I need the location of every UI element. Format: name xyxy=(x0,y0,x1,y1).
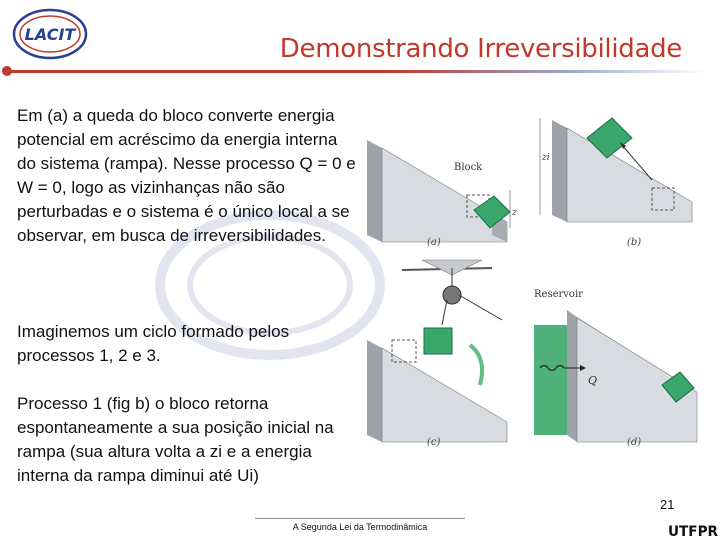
label-panel-c: (c) xyxy=(427,437,441,448)
paragraph-3: Processo 1 (fig b) o bloco retorna espontaneamente a sua posição inicial na rampa (sua altura volta a zi e a energia interna da rampa diminui até Ui) xyxy=(17,394,334,485)
label-z: z xyxy=(512,208,517,218)
paragraph-2: Imaginemos um ciclo formado pelos processos 1, 2 e 3. xyxy=(17,322,290,365)
slide-title: Demonstrando Irreversibilidade xyxy=(279,34,682,64)
utfpr-logo xyxy=(666,520,720,540)
utfpr-logo-text: UTFPR xyxy=(668,524,719,540)
label-zi: zi xyxy=(542,153,550,163)
lacit-logo xyxy=(10,6,90,62)
label-panel-a: (a) xyxy=(427,237,441,248)
title-divider xyxy=(6,70,706,73)
title-bullet-dot xyxy=(2,66,12,76)
label-Q: Q xyxy=(588,374,598,387)
panel-a-ramp xyxy=(367,140,517,248)
ramp-figure xyxy=(362,100,702,455)
panel-c-ramp xyxy=(367,260,507,448)
label-panel-b: (b) xyxy=(627,237,642,248)
label-reservoir: Reservoir xyxy=(534,289,583,300)
footer-text: A Segunda Lei da Termodinâmica xyxy=(292,522,428,532)
page-number: 21 xyxy=(660,497,675,512)
footer-divider xyxy=(255,518,465,519)
label-block: Block xyxy=(454,162,483,173)
paragraph-1: Em (a) a queda do bloco converte energia potencial em acréscimo da energia interna do sistema (rampa). Nesse processo Q = 0 e W = 0, logo as vizinhanças não são perturbadas e o sistema é o único local a se observar, em busca de irreversibilidades. xyxy=(17,106,356,245)
panel-d-reservoir xyxy=(534,289,697,448)
label-panel-d: (d) xyxy=(627,437,642,448)
logo-text: LACIT xyxy=(24,25,76,44)
